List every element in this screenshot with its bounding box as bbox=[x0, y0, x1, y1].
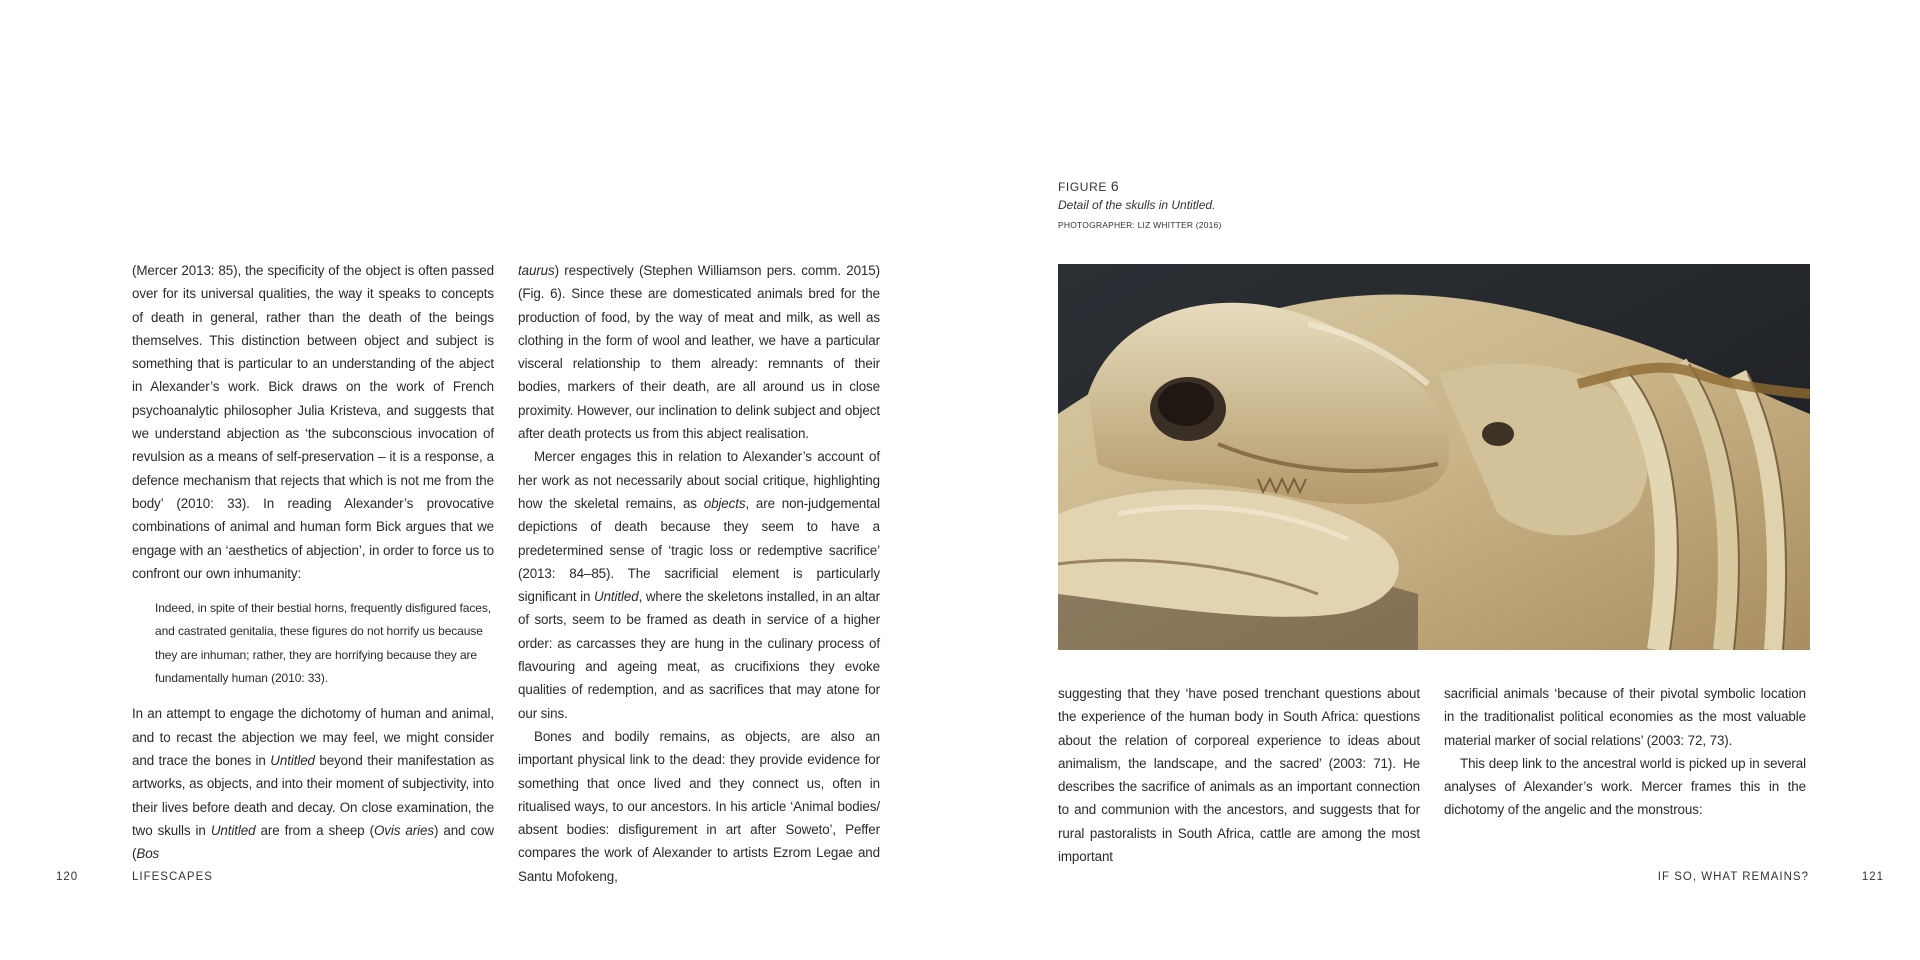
running-head-right: IF SO, WHAT REMAINS? bbox=[1657, 871, 1809, 883]
figure-credit: PHOTOGRAPHER: LIZ WHITTER (2016) bbox=[1058, 220, 1222, 230]
block-quote: Indeed, in spite of their bestial horns, frequently disfigured faces, and castrated genitalia, these figures do not horrify us because they are inhuman; rather, they are horrifying because they are fundamentally human (2010: 33). bbox=[155, 601, 491, 686]
paragraph: This deep link to the ancestral world is picked up in several analyses of Alexander’s work. Mercer frames this in the dichotomy of the angelic and the monstrous: bbox=[1444, 755, 1806, 818]
figure-caption: Detail of the skulls in Untitled. bbox=[1058, 198, 1216, 212]
paragraph: (Mercer 2013: 85), the specificity of the object is often passed over for its universal qualities, the way it speaks to concepts of death in general, rather than the death of the beings themselves. This distinction between object and subject is something that is particular to an understanding of the abject in Alexander’s work. Bick draws on the work of French psychoanalytic philosopher Julia Kristeva, and suggests that we understand abjection as ‘the subconscious invocation of revulsion as a means of self-preservation – it is a response, a defence mechanism that rejects that which is not me from the body’ (2010: 33). In reading Alexander’s provocative combinations of animal and human form Bick argues that we engage with an ‘aesthetics of abjection’, in order to force us to confront our own inhumanity: bbox=[132, 263, 494, 581]
left-page-column-1 bbox=[132, 259, 494, 865]
paragraph: sacrificial animals ‘because of their pivotal symbolic location in the traditionalist political economies as the most valuable material marker of social relations’ (2003: 72, 73). bbox=[1444, 686, 1806, 748]
running-head-left: LIFESCAPES bbox=[132, 871, 213, 883]
paragraph: In an attempt to engage the dichotomy of human and animal, and to recast the abjection we may feel, we might consider and trace the bones in Untitled beyond their manifestation as artworks, as objects, and into their moment of subjectivity, into their lives before death and decay. On close examination, the two skulls in Untitled are from a sheep (Ovis aries) and cow (Bos bbox=[132, 706, 495, 862]
right-page-column-1 bbox=[1058, 682, 1420, 868]
paragraph: taurus) respectively (Stephen Williamson pers. comm. 2015) (Fig. 6). Since these are domesticated animals bred for the production of food, by the way of meat and milk, as well as clothing in the form of wool and leather, we have a particular visceral relationship to them already: remnants of their bodies, markers of their death, are all around us in close proximity. However, our inclination to delink subject and object after death protects us from this abject realisation. bbox=[518, 263, 880, 442]
right-page-column-2 bbox=[1444, 682, 1806, 822]
skull-photograph bbox=[1058, 264, 1810, 650]
paragraph: Bones and bodily remains, as objects, are also an important physical link to the dead: they provide evidence for something that once lived and they connect us, often in ritualised ways, to our ancestors. In his article ‘Animal bodies/ absent bodies: disfigurement in art after Soweto’, Peffer compares the work of Alexander to artists Ezrom Legae and Santu Mofokeng, bbox=[518, 728, 880, 884]
page-number-left: 120 bbox=[56, 871, 79, 883]
figure-label: FIGURE 6 bbox=[1058, 178, 1119, 194]
left-page-column-2 bbox=[518, 259, 880, 888]
paragraph: suggesting that they ‘have posed trenchant questions about the experience of the human body in South Africa: questions about the relation of corporeal experience to ideas about animalism, the landscape, and the sacred’ (2003: 71). He describes the sacrifice of animals as an important connection to and communion with the ancestors, and suggests that for rural pastoralists in South Africa, cattle are among the most important bbox=[1058, 686, 1420, 865]
paragraph: Mercer engages this in relation to Alexander’s account of her work as not necessarily about social critique, highlighting how the skeletal remains, as objects, are non-judgemental depictions of death because they seem to have a predetermined sense of ‘tragic loss or redemptive sacrifice’ (2013: 84–85). The sacrificial element is particularly significant in Untitled, where the skeletons installed, in an altar of sorts, seem to be framed as death in service of a higher order: as carcasses they are hung in the culinary process of flavouring and ageing meat, as crucifixions they evoke qualities of redemption, and as sacrifices that may atone for our sins. bbox=[518, 449, 880, 721]
page-number-right: 121 bbox=[1861, 871, 1884, 883]
